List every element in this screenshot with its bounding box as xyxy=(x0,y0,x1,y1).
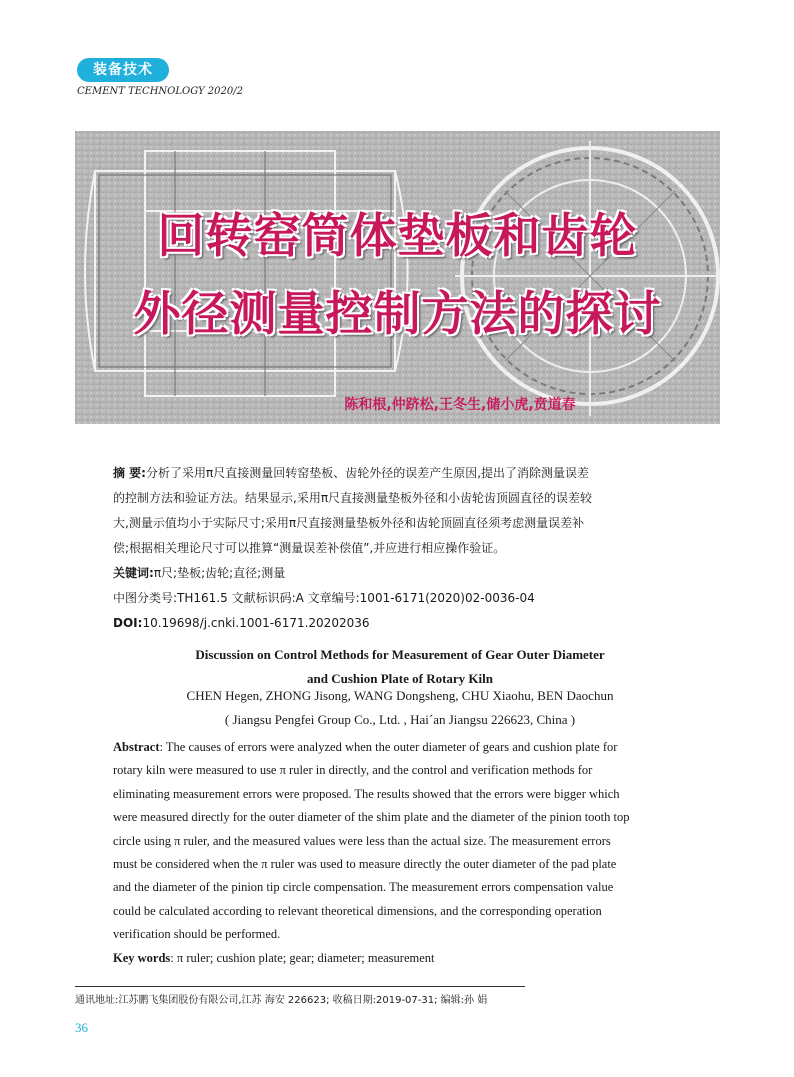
journal-name: CEMENT TECHNOLOGY 2020/2 xyxy=(77,86,243,97)
footer-note: 通讯地址:江苏鹏飞集团股份有限公司,江苏 海安 226623; 收稿日期:2019-07-31; 编辑:孙 娟 xyxy=(75,995,488,1006)
english-abstract-line xyxy=(113,736,687,759)
section-badge: 装备技术 xyxy=(77,58,169,82)
page-number: 36 xyxy=(75,1020,88,1035)
title-line-1: 回转窑筒体垫板和齿轮 xyxy=(157,209,638,264)
abstract-line: 大,测量示值均小于实际尺寸;采用π尺直接测量垫板外径和齿轮顶圆直径须考虑测量误差补 xyxy=(113,516,585,530)
keywords-text: π尺;垫板;齿轮;直径;测量 xyxy=(153,566,286,580)
abstract-line: 的控制方法和验证方法。结果显示,采用π尺直接测量垫板外径和小齿轮齿顶圆直径的误差较 xyxy=(113,491,593,505)
english-abstract-label: Abstract xyxy=(113,740,160,754)
english-keywords-line xyxy=(113,947,687,970)
english-keywords-label: Key words xyxy=(113,950,171,965)
english-abstract xyxy=(113,736,687,970)
english-affiliation: ( Jiangsu Pengfei Group Co., Ltd. , Hai´an Jiangsu 226623, China ) xyxy=(224,712,576,727)
english-abstract-line: were measured directly for the outer diameter of the shim plate and the diameter of the pinion tooth top xyxy=(113,810,630,825)
doi-text: 10.19698/j.cnki.1001-6171.20202036 xyxy=(142,616,370,630)
doi-line xyxy=(113,611,687,636)
english-abstract-line: verification should be performed. xyxy=(113,927,281,942)
english-abstract-text: : The causes of errors were analyzed when the outer diameter of gears and cushion plate for xyxy=(159,740,618,754)
english-abstract-line: eliminating measurement errors were proposed. The results showed that the errors were bigger which xyxy=(113,786,620,801)
english-abstract-line: must be considered when the π ruler was used to measure directly the outer diameter of the pad plate xyxy=(113,856,617,871)
english-abstract-line: could be calculated according to relevant theoretical dimensions, and the corresponding operation xyxy=(113,903,602,918)
english-title-line-2: and Cushion Plate of Rotary Kiln xyxy=(307,671,493,686)
english-title xyxy=(113,643,687,691)
english-keywords-text: : π ruler; cushion plate; gear; diameter; measurement xyxy=(170,950,435,965)
chinese-abstract xyxy=(113,461,687,636)
abstract-line: 偿;根据相关理论尺寸可以推算“测量误差补偿值”,并应进行相应操作验证。 xyxy=(113,541,506,555)
title-banner xyxy=(75,131,720,424)
english-title-line-1: Discussion on Control Methods for Measurement of Gear Outer Diameter xyxy=(195,647,605,662)
abstract-label: 摘 要: xyxy=(113,466,146,480)
abstract-line xyxy=(113,461,687,486)
author-list: 陈和根,仲跻松,王冬生,储小虎,贲道春 xyxy=(344,397,576,413)
doi-label: DOI: xyxy=(113,616,143,630)
keywords-line xyxy=(113,561,687,586)
english-authors: CHEN Hegen, ZHONG Jisong, WANG Dongsheng, CHU Xiaohu, BEN Daochun xyxy=(186,688,614,703)
abstract-text: 分析了采用π尺直接测量回转窑垫板、齿轮外径的误差产生原因,提出了消除测量误差 xyxy=(145,466,590,480)
english-abstract-line: and the diameter of the pinion tip circle compensation. The measurement errors compensation value xyxy=(113,880,614,895)
english-abstract-line: circle using π ruler, and the measured values were less than the actual size. The measurement errors xyxy=(113,833,611,848)
keywords-label: 关键词: xyxy=(113,566,154,580)
footer-divider xyxy=(75,986,525,987)
title-line-2: 外径测量控制方法的探讨 xyxy=(133,287,662,342)
classification-line: 中图分类号:TH161.5 文献标识码:A 文章编号:1001-6171(2020)02-0036-04 xyxy=(113,591,535,605)
english-abstract-line: rotary kiln were measured to use π ruler in directly, and the control and verification methods for xyxy=(113,763,593,778)
